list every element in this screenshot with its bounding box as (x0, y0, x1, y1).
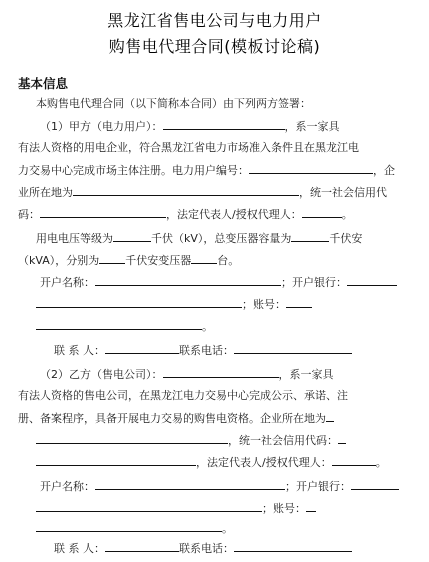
party-b-desc2: 册、备案程序，具备开展电力交易的购售电资格。企业所在地为 (18, 412, 326, 425)
party-b-account-line (0, 476, 429, 496)
transformer-kva-field[interactable] (99, 250, 125, 264)
party-a-bank-field[interactable] (347, 272, 397, 286)
transformer-count-field[interactable] (191, 250, 217, 264)
party-a-tail: ，系一家具 (284, 120, 340, 133)
party-b-account-no-field-cont[interactable] (36, 518, 222, 532)
voltage-text-1: 用电电压等级为 (36, 232, 113, 245)
party-b-bank-field-cont[interactable] (36, 498, 262, 512)
bank-label: ；开户银行： (281, 276, 347, 289)
party-b-account-no-cont-line (0, 518, 429, 538)
voltage-line (0, 228, 429, 248)
party-a-account-no-field-cont[interactable] (36, 316, 202, 330)
party-b-bank-field[interactable] (351, 476, 399, 490)
party-a-credit-code-field[interactable] (40, 204, 166, 218)
party-a-credit-line (0, 204, 429, 224)
party-b-phone-field[interactable] (234, 538, 352, 552)
period-text: 。 (375, 456, 387, 469)
party-a-account-line (0, 272, 429, 292)
user-number-field[interactable] (249, 160, 373, 174)
account-no-label-b: ；账号： (262, 502, 306, 515)
credit-code-end: 码： (18, 208, 40, 221)
account-name-label: 开户名称： (40, 276, 95, 289)
comma-text: ， (373, 164, 384, 177)
party-a-desc: 有法人资格的用电企业，符合黑龙江省电力市场准入条件且在黑龙江电 (18, 141, 359, 154)
party-b-credit-code-field-cont[interactable] (36, 452, 196, 466)
party-b-address-field-cont[interactable] (36, 430, 228, 444)
account-name-label-b: 开户名称： (40, 480, 95, 493)
enterprise-label: 企 (384, 164, 395, 177)
party-b-name-field[interactable] (163, 364, 279, 378)
contact-label-b: 联 系 人： (54, 542, 105, 555)
party-a-contact-line (0, 340, 429, 360)
party-b-legal-line (0, 452, 429, 472)
address-label: 业所在地为 (18, 186, 73, 199)
party-a-reg: 力交易中心完成市场主体注册。电力用户编号： (18, 164, 249, 177)
party-a-label: （1）甲方（电力用户）： (40, 120, 163, 133)
party-b-tail: ，系一家具 (278, 368, 334, 381)
party-b-address-line (0, 430, 429, 450)
party-a-line (0, 116, 429, 136)
document-title-line-2: 购售电代理合同(模板讨论稿) (108, 37, 321, 56)
credit-code-label: ，统一社会信用代 (299, 186, 387, 199)
party-a-account-no-field[interactable] (286, 294, 312, 308)
kva-text-3: 台。 (217, 254, 240, 267)
section-heading: 基本信息 (18, 76, 69, 91)
contact-label: 联 系 人： (54, 344, 105, 357)
intro-text: 本购售电代理合同（以下简称本合同）由下列两方签署： (36, 97, 311, 110)
legal-rep-label: ，法定代表人/授权代理人： (166, 208, 302, 221)
period-text: 。 (222, 522, 233, 535)
transformer-capacity-field[interactable] (291, 228, 329, 242)
party-b-legal-rep-field[interactable] (332, 452, 376, 466)
party-a-account-name-field[interactable] (95, 272, 281, 286)
party-a-desc-line (0, 138, 429, 158)
party-b-label: （2）乙方（售电公司）： (40, 368, 163, 381)
party-b-account-no-field[interactable] (306, 498, 316, 512)
party-a-legal-rep-field[interactable] (302, 204, 342, 218)
party-b-account-no-line (0, 498, 429, 518)
bank-label-b: ；开户银行： (285, 480, 351, 493)
credit-code-full-label: ，统一社会信用代码： (228, 434, 338, 447)
party-a-bank-field-cont[interactable] (36, 294, 242, 308)
voltage-text-3: 千伏安 (329, 232, 363, 245)
party-b-desc1-line (0, 386, 429, 406)
kva-text-2: 千伏安变压器 (125, 254, 192, 267)
party-a-address-field[interactable] (73, 182, 299, 196)
party-b-desc2-line (0, 408, 429, 428)
party-a-address-line (0, 182, 429, 202)
legal-rep-b-label: ，法定代表人/授权代理人： (196, 456, 332, 469)
intro-line (0, 94, 429, 114)
party-b-contact-line (0, 538, 429, 558)
party-a-contact-field[interactable] (105, 340, 179, 354)
party-a-account-no-cont-line (0, 316, 429, 336)
party-b-contact-field[interactable] (105, 538, 179, 552)
phone-label-b: 联系电话： (179, 542, 234, 555)
kva-line (0, 250, 429, 270)
period-text: 。 (341, 208, 353, 221)
party-a-phone-field[interactable] (234, 340, 352, 354)
party-a-reg-line (0, 160, 429, 180)
period-text: 。 (202, 320, 213, 333)
account-no-label: ；账号： (242, 298, 286, 311)
document-title-line-1: 黑龙江省售电公司与电力用户 (107, 11, 322, 30)
party-b-line (0, 364, 429, 384)
voltage-level-field[interactable] (113, 228, 151, 242)
phone-label: 联系电话： (179, 344, 234, 357)
kva-text-1: （kVA），分别为 (18, 254, 100, 267)
party-a-account-no-line (0, 294, 429, 314)
voltage-text-2: 千伏（kV），总变压器容量为 (151, 232, 292, 245)
party-b-address-field[interactable] (326, 408, 334, 422)
party-b-credit-code-field[interactable] (338, 430, 346, 444)
party-b-account-name-field[interactable] (95, 476, 285, 490)
party-b-desc1: 有法人资格的售电公司，在黑龙江电力交易中心完成公示、承诺、注 (18, 389, 348, 402)
party-a-name-field[interactable] (163, 116, 285, 130)
